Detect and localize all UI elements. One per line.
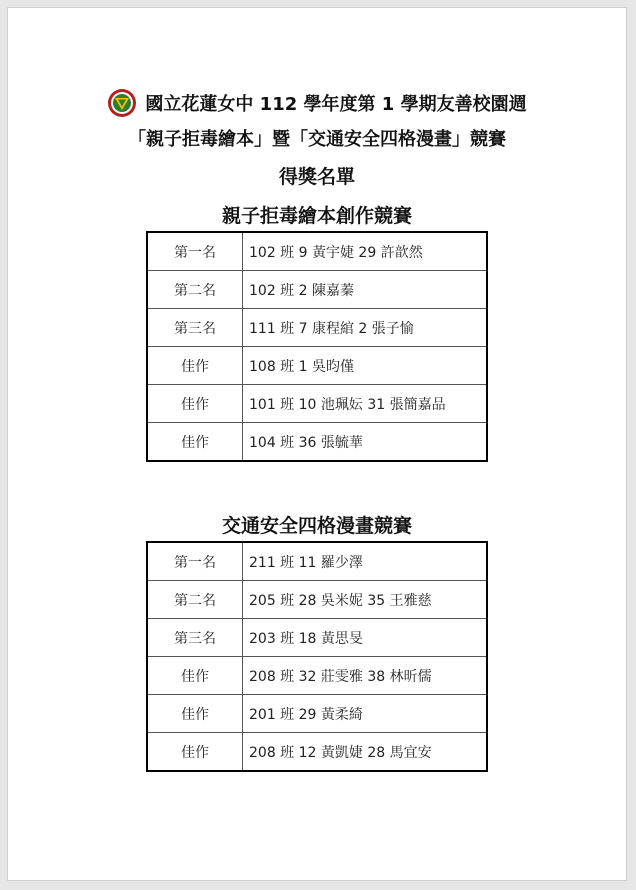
header-line-2: 「親子拒毒繪本」暨「交通安全四格漫畫」競賽 — [128, 129, 506, 150]
school-emblem-icon — [107, 88, 137, 118]
rank-cell: 第三名 — [147, 309, 243, 347]
table-row — [147, 309, 487, 347]
rank-cell: 佳作 — [147, 733, 243, 772]
table-row — [147, 733, 487, 772]
winner-cell: 203 班 18 黃思旻 — [243, 619, 488, 657]
table-row — [147, 619, 487, 657]
header-line-1 — [8, 88, 626, 118]
winner-cell: 101 班 10 池珮妘 31 張簡嘉品 — [243, 385, 488, 423]
rank-cell: 第一名 — [147, 232, 243, 271]
rank-cell: 第二名 — [147, 581, 243, 619]
section-title-drug-prevention: 親子拒毒繪本創作競賽 — [221, 205, 412, 227]
winner-cell: 208 班 32 莊雯雅 38 林昕儒 — [243, 657, 488, 695]
winner-cell: 211 班 11 羅少澤 — [243, 542, 488, 581]
document-page — [7, 7, 627, 881]
section-title-traffic-safety: 交通安全四格漫畫競賽 — [221, 515, 412, 537]
rank-cell: 第三名 — [147, 619, 243, 657]
rank-cell: 第二名 — [147, 271, 243, 309]
winner-cell: 205 班 28 吳米妮 35 王雅慈 — [243, 581, 488, 619]
rank-cell: 佳作 — [147, 347, 243, 385]
table-row — [147, 657, 487, 695]
table-row — [147, 542, 487, 581]
rank-cell: 佳作 — [147, 695, 243, 733]
rank-cell: 第一名 — [147, 542, 243, 581]
winner-cell: 111 班 7 康程綰 2 張子愉 — [243, 309, 488, 347]
rank-cell: 佳作 — [147, 423, 243, 462]
table-row — [147, 695, 487, 733]
header-line-3: 得獎名單 — [278, 166, 355, 188]
table-row — [147, 423, 487, 462]
table-row — [147, 271, 487, 309]
winner-cell: 104 班 36 張毓華 — [243, 423, 488, 462]
table-row — [147, 581, 487, 619]
table-row — [147, 232, 487, 271]
winner-cell: 108 班 1 吳昀僅 — [243, 347, 488, 385]
rank-cell: 佳作 — [147, 385, 243, 423]
winner-cell: 102 班 9 黃宇婕 29 許歆然 — [243, 232, 488, 271]
school-title: 國立花蓮女中 112 學年度第 1 學期友善校園週 — [145, 94, 527, 115]
awards-table-drug-prevention — [146, 231, 488, 462]
winner-cell: 208 班 12 黃凱婕 28 馬宜安 — [243, 733, 488, 772]
awards-table-traffic-safety — [146, 541, 488, 772]
table-row — [147, 347, 487, 385]
rank-cell: 佳作 — [147, 657, 243, 695]
table-row — [147, 385, 487, 423]
winner-cell: 102 班 2 陳嘉蓁 — [243, 271, 488, 309]
winner-cell: 201 班 29 黃柔綺 — [243, 695, 488, 733]
